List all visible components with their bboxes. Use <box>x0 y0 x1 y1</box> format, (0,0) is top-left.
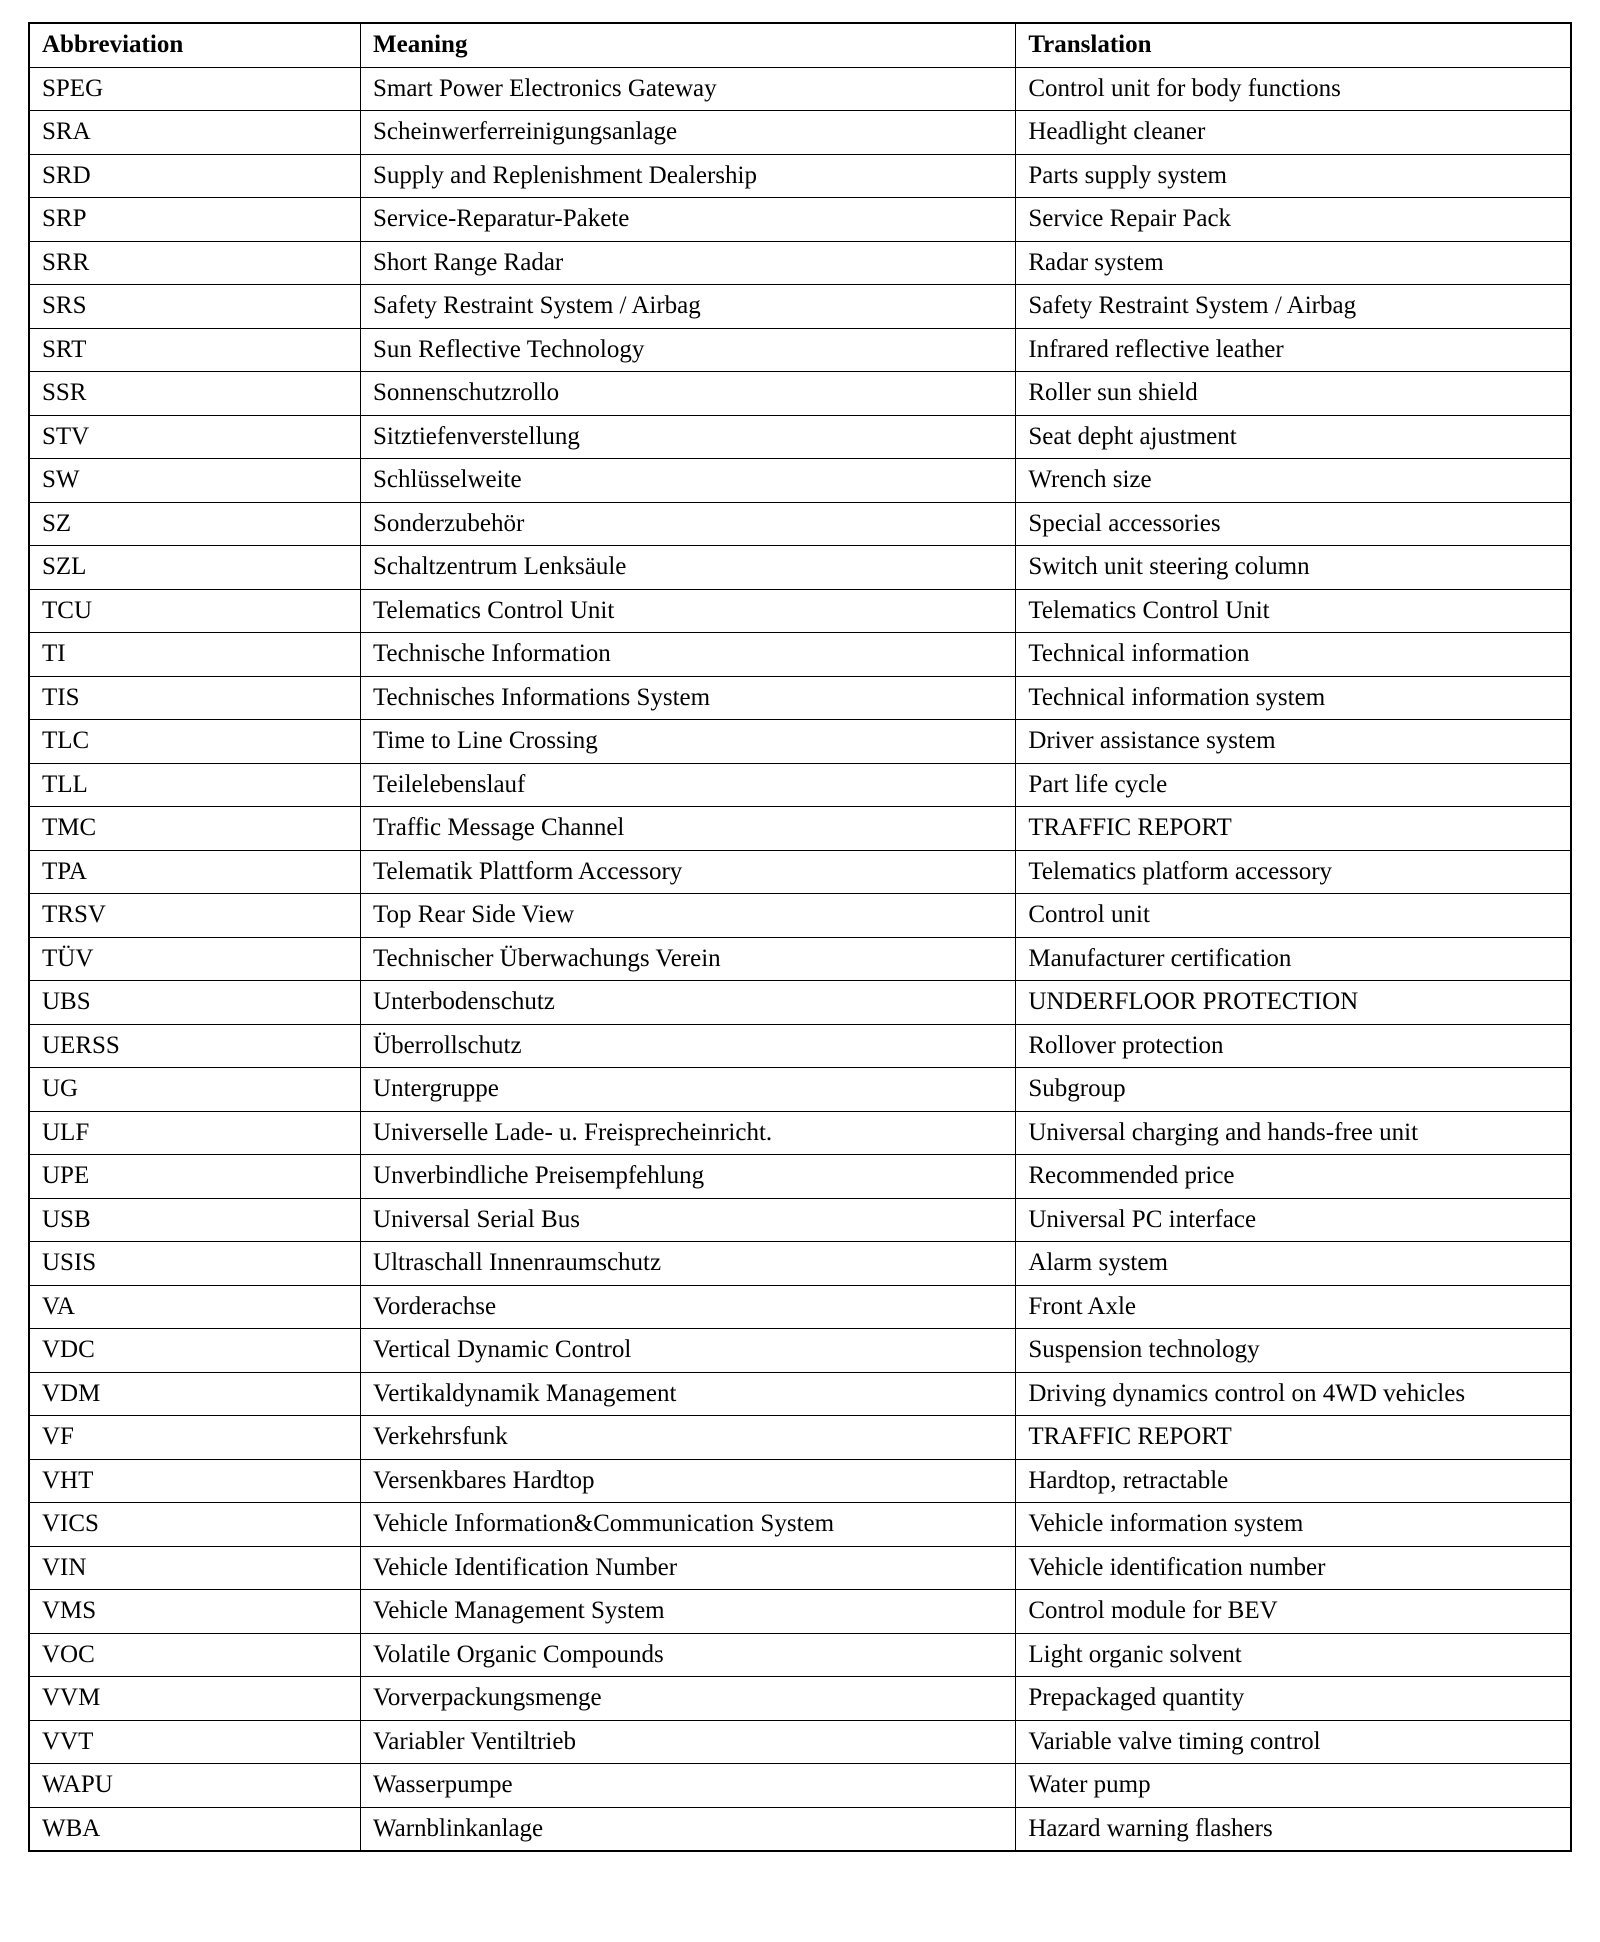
cell-translation: Vehicle information system <box>1016 1503 1571 1547</box>
table-row <box>29 285 1571 329</box>
cell-translation: Driver assistance system <box>1016 720 1571 764</box>
cell-abbreviation: SRA <box>29 111 361 155</box>
cell-translation: Headlight cleaner <box>1016 111 1571 155</box>
cell-abbreviation: SPEG <box>29 67 361 111</box>
cell-translation: Hazard warning flashers <box>1016 1807 1571 1851</box>
header-meaning: Meaning <box>361 23 1016 67</box>
cell-translation: Subgroup <box>1016 1068 1571 1112</box>
table-row <box>29 546 1571 590</box>
cell-translation: Manufacturer certification <box>1016 937 1571 981</box>
header-translation: Translation <box>1016 23 1571 67</box>
cell-translation: Water pump <box>1016 1764 1571 1808</box>
cell-translation: Control unit for body functions <box>1016 67 1571 111</box>
cell-meaning: Vehicle Identification Number <box>361 1546 1016 1590</box>
cell-translation: Wrench size <box>1016 459 1571 503</box>
table-row <box>29 1459 1571 1503</box>
cell-abbreviation: TLL <box>29 763 361 807</box>
table-row <box>29 633 1571 677</box>
cell-translation: Roller sun shield <box>1016 372 1571 416</box>
cell-abbreviation: TRSV <box>29 894 361 938</box>
cell-meaning: Vorverpackungsmenge <box>361 1677 1016 1721</box>
cell-meaning: Unterbodenschutz <box>361 981 1016 1025</box>
cell-meaning: Technische Information <box>361 633 1016 677</box>
table-row <box>29 1546 1571 1590</box>
cell-abbreviation: VF <box>29 1416 361 1460</box>
cell-translation: Universal charging and hands-free unit <box>1016 1111 1571 1155</box>
cell-meaning: Technisches Informations System <box>361 676 1016 720</box>
cell-abbreviation: SSR <box>29 372 361 416</box>
cell-abbreviation: WBA <box>29 1807 361 1851</box>
cell-meaning: Universal Serial Bus <box>361 1198 1016 1242</box>
cell-abbreviation: TI <box>29 633 361 677</box>
cell-meaning: Sitztiefenverstellung <box>361 415 1016 459</box>
table-row <box>29 1024 1571 1068</box>
cell-meaning: Technischer Überwachungs Verein <box>361 937 1016 981</box>
table-row <box>29 1198 1571 1242</box>
cell-translation: Telematics platform accessory <box>1016 850 1571 894</box>
cell-translation: Driving dynamics control on 4WD vehicles <box>1016 1372 1571 1416</box>
cell-translation: Seat depht ajustment <box>1016 415 1571 459</box>
cell-meaning: Ultraschall Innenraumschutz <box>361 1242 1016 1286</box>
table-row <box>29 1503 1571 1547</box>
abbreviation-table-header <box>29 23 1571 67</box>
cell-translation: Switch unit steering column <box>1016 546 1571 590</box>
cell-abbreviation: TMC <box>29 807 361 851</box>
cell-meaning: Überrollschutz <box>361 1024 1016 1068</box>
table-row <box>29 1764 1571 1808</box>
cell-meaning: Vertical Dynamic Control <box>361 1329 1016 1373</box>
cell-translation: Prepackaged quantity <box>1016 1677 1571 1721</box>
cell-translation: Light organic solvent <box>1016 1633 1571 1677</box>
table-row <box>29 1285 1571 1329</box>
cell-translation: Suspension technology <box>1016 1329 1571 1373</box>
cell-meaning: Teilelebenslauf <box>361 763 1016 807</box>
cell-translation: Technical information <box>1016 633 1571 677</box>
table-row <box>29 1372 1571 1416</box>
cell-abbreviation: ULF <box>29 1111 361 1155</box>
table-row <box>29 1677 1571 1721</box>
abbreviation-table-body <box>29 67 1571 1851</box>
cell-translation: Safety Restraint System / Airbag <box>1016 285 1571 329</box>
table-row <box>29 850 1571 894</box>
cell-translation: UNDERFLOOR PROTECTION <box>1016 981 1571 1025</box>
cell-meaning: Vehicle Management System <box>361 1590 1016 1634</box>
cell-meaning: Time to Line Crossing <box>361 720 1016 764</box>
cell-meaning: Schlüsselweite <box>361 459 1016 503</box>
cell-meaning: Service-Reparatur-Pakete <box>361 198 1016 242</box>
cell-abbreviation: VDC <box>29 1329 361 1373</box>
table-row <box>29 372 1571 416</box>
table-row <box>29 1242 1571 1286</box>
cell-meaning: Warnblinkanlage <box>361 1807 1016 1851</box>
cell-translation: Telematics Control Unit <box>1016 589 1571 633</box>
cell-meaning: Versenkbares Hardtop <box>361 1459 1016 1503</box>
cell-abbreviation: UBS <box>29 981 361 1025</box>
cell-meaning: Top Rear Side View <box>361 894 1016 938</box>
table-row <box>29 241 1571 285</box>
cell-abbreviation: VMS <box>29 1590 361 1634</box>
cell-meaning: Sun Reflective Technology <box>361 328 1016 372</box>
cell-translation: Front Axle <box>1016 1285 1571 1329</box>
table-row <box>29 807 1571 851</box>
cell-meaning: Vertikaldynamik Management <box>361 1372 1016 1416</box>
cell-translation: Control unit <box>1016 894 1571 938</box>
cell-translation: Vehicle identification number <box>1016 1546 1571 1590</box>
cell-abbreviation: UG <box>29 1068 361 1112</box>
table-row <box>29 415 1571 459</box>
table-row <box>29 1329 1571 1373</box>
cell-abbreviation: TLC <box>29 720 361 764</box>
cell-meaning: Wasserpumpe <box>361 1764 1016 1808</box>
cell-meaning: Vorderachse <box>361 1285 1016 1329</box>
cell-meaning: Short Range Radar <box>361 241 1016 285</box>
table-row <box>29 198 1571 242</box>
cell-translation: Special accessories <box>1016 502 1571 546</box>
cell-abbreviation: SRS <box>29 285 361 329</box>
cell-translation: Variable valve timing control <box>1016 1720 1571 1764</box>
cell-meaning: Schaltzentrum Lenksäule <box>361 546 1016 590</box>
abbreviation-table <box>28 22 1572 1852</box>
cell-translation: Infrared reflective leather <box>1016 328 1571 372</box>
cell-abbreviation: SZ <box>29 502 361 546</box>
table-row <box>29 502 1571 546</box>
cell-translation: TRAFFIC REPORT <box>1016 807 1571 851</box>
table-row <box>29 1807 1571 1851</box>
cell-meaning: Telematics Control Unit <box>361 589 1016 633</box>
cell-abbreviation: WAPU <box>29 1764 361 1808</box>
cell-translation: Recommended price <box>1016 1155 1571 1199</box>
table-row <box>29 1155 1571 1199</box>
cell-abbreviation: SRD <box>29 154 361 198</box>
cell-abbreviation: USB <box>29 1198 361 1242</box>
cell-meaning: Smart Power Electronics Gateway <box>361 67 1016 111</box>
cell-abbreviation: TIS <box>29 676 361 720</box>
cell-translation: Rollover protection <box>1016 1024 1571 1068</box>
cell-translation: Hardtop, retractable <box>1016 1459 1571 1503</box>
table-row <box>29 1720 1571 1764</box>
cell-meaning: Unverbindliche Preisempfehlung <box>361 1155 1016 1199</box>
cell-abbreviation: TÜV <box>29 937 361 981</box>
table-row <box>29 894 1571 938</box>
cell-translation: TRAFFIC REPORT <box>1016 1416 1571 1460</box>
cell-abbreviation: VVT <box>29 1720 361 1764</box>
cell-translation: Control module for BEV <box>1016 1590 1571 1634</box>
cell-abbreviation: SRR <box>29 241 361 285</box>
cell-meaning: Sonderzubehör <box>361 502 1016 546</box>
cell-meaning: Telematik Plattform Accessory <box>361 850 1016 894</box>
cell-abbreviation: TCU <box>29 589 361 633</box>
table-row <box>29 459 1571 503</box>
cell-meaning: Safety Restraint System / Airbag <box>361 285 1016 329</box>
header-abbreviation: Abbreviation <box>29 23 361 67</box>
table-row <box>29 1590 1571 1634</box>
cell-translation: Radar system <box>1016 241 1571 285</box>
cell-translation: Technical information system <box>1016 676 1571 720</box>
cell-translation: Universal PC interface <box>1016 1198 1571 1242</box>
cell-meaning: Verkehrsfunk <box>361 1416 1016 1460</box>
cell-abbreviation: SRT <box>29 328 361 372</box>
cell-abbreviation: VDM <box>29 1372 361 1416</box>
table-row <box>29 67 1571 111</box>
cell-meaning: Volatile Organic Compounds <box>361 1633 1016 1677</box>
table-row <box>29 154 1571 198</box>
table-row <box>29 981 1571 1025</box>
cell-meaning: Universelle Lade- u. Freisprecheinricht. <box>361 1111 1016 1155</box>
cell-abbreviation: VOC <box>29 1633 361 1677</box>
cell-abbreviation: VVM <box>29 1677 361 1721</box>
table-row <box>29 1068 1571 1112</box>
cell-abbreviation: UERSS <box>29 1024 361 1068</box>
cell-translation: Part life cycle <box>1016 763 1571 807</box>
table-row <box>29 937 1571 981</box>
table-row <box>29 676 1571 720</box>
cell-abbreviation: UPE <box>29 1155 361 1199</box>
cell-abbreviation: STV <box>29 415 361 459</box>
table-row <box>29 1633 1571 1677</box>
cell-meaning: Traffic Message Channel <box>361 807 1016 851</box>
cell-abbreviation: VICS <box>29 1503 361 1547</box>
table-row <box>29 328 1571 372</box>
cell-abbreviation: TPA <box>29 850 361 894</box>
cell-abbreviation: USIS <box>29 1242 361 1286</box>
cell-abbreviation: SZL <box>29 546 361 590</box>
cell-meaning: Variabler Ventiltrieb <box>361 1720 1016 1764</box>
cell-meaning: Sonnenschutzrollo <box>361 372 1016 416</box>
table-row <box>29 111 1571 155</box>
cell-abbreviation: SRP <box>29 198 361 242</box>
cell-abbreviation: VA <box>29 1285 361 1329</box>
cell-meaning: Untergruppe <box>361 1068 1016 1112</box>
cell-translation: Alarm system <box>1016 1242 1571 1286</box>
cell-meaning: Supply and Replenishment Dealership <box>361 154 1016 198</box>
table-row <box>29 589 1571 633</box>
cell-meaning: Scheinwerferreinigungsanlage <box>361 111 1016 155</box>
cell-translation: Parts supply system <box>1016 154 1571 198</box>
cell-abbreviation: VHT <box>29 1459 361 1503</box>
table-row <box>29 1111 1571 1155</box>
table-row <box>29 720 1571 764</box>
table-row <box>29 1416 1571 1460</box>
cell-abbreviation: VIN <box>29 1546 361 1590</box>
cell-abbreviation: SW <box>29 459 361 503</box>
table-row <box>29 763 1571 807</box>
cell-meaning: Vehicle Information&Communication System <box>361 1503 1016 1547</box>
cell-translation: Service Repair Pack <box>1016 198 1571 242</box>
header-row <box>29 23 1571 67</box>
